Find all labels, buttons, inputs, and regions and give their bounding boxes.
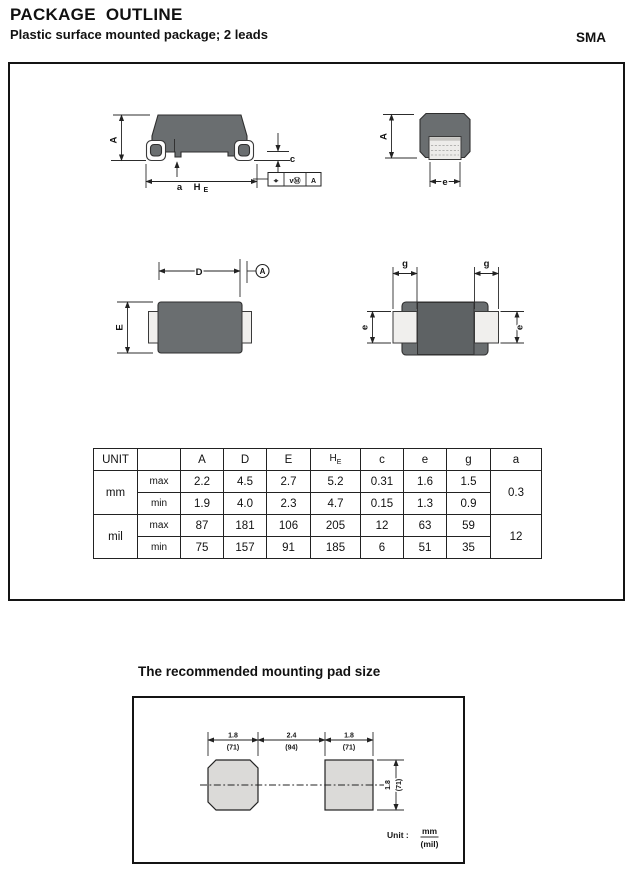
dim-label-g-right: g: [483, 258, 490, 270]
dim-label-A-side: A: [108, 136, 120, 144]
package-name: SMA: [576, 30, 606, 45]
header-g: g: [447, 449, 491, 471]
pad-dim-center-mm: 2.4: [286, 732, 297, 740]
pad-dim-height-mil: (71): [396, 778, 403, 792]
tolerance-symbol-icon: ⌖: [273, 176, 279, 186]
body-center-block: [418, 303, 475, 355]
dim-label-HE: H: [193, 182, 201, 193]
mounting-pad-drawing: [134, 698, 463, 862]
pad-dim-center-mil: (94): [285, 744, 298, 752]
pad-dim-left-mm: 1.8: [228, 732, 238, 740]
e-dimension-end: [430, 162, 460, 188]
unit-mil: mil: [94, 515, 138, 559]
e-dimension-left: [360, 312, 392, 344]
header-e: e: [404, 449, 447, 471]
table-row-mm-max: mm max 2.2 4.5 2.7 5.2 0.31 1.6 1.5 0.3: [94, 471, 542, 493]
header-a: a: [491, 449, 542, 471]
top-view: [115, 259, 270, 353]
dim-label-A-end: A: [378, 133, 390, 140]
value-a-mm: 0.3: [491, 471, 542, 515]
dim-label-E: E: [114, 324, 126, 331]
value-a-mil: 12: [491, 515, 542, 559]
dimensions-table: [93, 448, 542, 559]
table-row-mil-max: mil max 87 181 106 205 12 63 59 12: [94, 515, 542, 537]
e-dimension-right: [501, 312, 526, 344]
mounting-pad-heading: The recommended mounting pad size: [138, 664, 381, 679]
tolerance-frame: [253, 173, 321, 187]
header-D: D: [224, 449, 267, 471]
pad-dim-right-mm: 1.8: [344, 732, 354, 740]
datum-marker: [247, 261, 269, 283]
page-subtitle: Plastic surface mounted package; 2 leads: [10, 27, 268, 42]
package-body-top: [158, 302, 242, 353]
tab-left: [149, 312, 159, 344]
package-body-side: [152, 115, 247, 157]
g-dimension-right: [475, 259, 499, 310]
table-header-row: [94, 449, 542, 471]
tab-right: [242, 312, 252, 344]
unit-note: [387, 826, 439, 849]
dim-label-e-end: e: [442, 177, 448, 188]
end-view: [379, 114, 471, 189]
dim-label-c: c: [289, 154, 296, 165]
table-row-mil-min: min 75 157 91 185 6 51 35: [94, 537, 542, 559]
dim-label-e-left: e: [359, 324, 371, 331]
dim-label-D: D: [195, 267, 203, 278]
dim-label-g-left: g: [402, 258, 408, 270]
header-A: A: [181, 449, 224, 471]
svg-text:vⓂ: vⓂ: [289, 178, 301, 185]
bottom-view: [360, 259, 526, 356]
page-title: PACKAGE OUTLINE: [10, 5, 183, 24]
horizontal-dimensions: [208, 732, 373, 756]
e-width-dimension: [115, 302, 154, 353]
dim-label-a: a: [176, 182, 183, 193]
pad-dim-height-mm: 1.8: [385, 780, 392, 790]
outline-drawing-frame: [8, 62, 625, 601]
c-dimension: [267, 133, 295, 172]
table-row-mm-min: min 1.9 4.0 2.3 4.7 0.15 1.3 0.9: [94, 493, 542, 515]
header-E: E: [267, 449, 311, 471]
datum-label: A: [259, 267, 266, 276]
header-c: c: [361, 449, 404, 471]
he-dimension: [146, 164, 257, 194]
g-dimension-left: [393, 259, 417, 310]
header-unit: UNIT: [94, 449, 138, 471]
side-view: [109, 115, 322, 194]
pad-dim-right-mil: (71): [342, 744, 356, 752]
svg-text:E: E: [203, 187, 209, 194]
unit-denominator: (mil): [420, 839, 439, 849]
unit-numerator: mm: [421, 826, 438, 836]
unit-label: Unit :: [387, 830, 409, 840]
svg-text:A: A: [310, 178, 317, 185]
mounting-pad-frame: [132, 696, 465, 864]
terminal-left: [393, 312, 417, 344]
unit-mm: mm: [94, 471, 138, 515]
header-HE: $H_E$: [311, 449, 361, 471]
header-blank: [138, 449, 181, 471]
terminal-right: [475, 312, 499, 344]
pad-dim-left-mil: (71): [226, 744, 240, 752]
dim-label-e-right: e: [514, 324, 526, 331]
